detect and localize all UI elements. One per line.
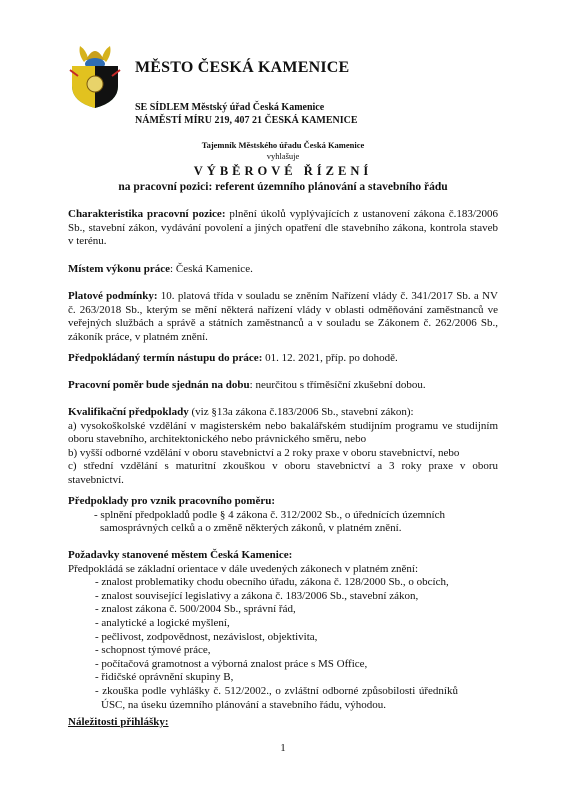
announcer-block <box>0 140 566 162</box>
qualification-item: b) vyšší odborné vzdělání v oboru stavebnictví a 2 roky praxe v oboru stavebnictví, nebo <box>68 446 460 459</box>
city-requirements-intro: Předpokládá se základní orientace v dále uvedených zákonech v platném znění: <box>68 562 419 575</box>
salary-paragraph <box>68 290 498 344</box>
place-paragraph <box>68 263 498 277</box>
city-name: MĚSTO ČESKÁ KAMENICE <box>135 59 350 76</box>
city-crest-logo <box>68 40 122 110</box>
qualification-item: c) střední vzdělání s maturitní zkouškou v oboru stavebnictví a 3 roky praxe v oboru stavebnictví. <box>68 460 498 486</box>
qualification-intro <box>68 406 498 420</box>
salary-label: Platové podmínky: <box>68 290 158 302</box>
place-label: Místem výkonu práce <box>68 263 171 275</box>
start-label: Předpokládaný termín nástupu do práce: <box>68 352 263 364</box>
page-number: 1 <box>280 742 286 754</box>
address-line-2: NÁMĚSTÍ MÍRU 219, 407 21 ČESKÁ KAMENICE <box>135 115 358 126</box>
requirement-item: - zkouška podle vyhlášky č. 512/2002., o zvláštní odborné způsobilosti úředníků ÚSC, na úseku územního plánování a stavebního řádu, výhodou. <box>95 684 458 711</box>
contract-paragraph <box>68 379 498 393</box>
contract-text: : neurčitou s tříměsíční zkušební dobou. <box>249 379 426 391</box>
start-text: 01. 12. 2021, příp. po dohodě. <box>262 352 398 364</box>
employment-condition-line: - splnění předpokladů podle § 4 zákona č. 312/2002 Sb., o úřednících územních <box>94 508 445 521</box>
place-text: : Česká Kamenice. <box>170 263 253 275</box>
characteristics-label: Charakteristika pracovní pozice: <box>68 208 226 220</box>
requirement-item: - znalost související legislativy a zákona č. 183/2006 Sb., stavební zákon, <box>95 589 419 602</box>
requirement-item: - počítačová gramotnost a výborná znalost práce s MS Office, <box>95 657 368 670</box>
announcer-line-1: Tajemník Městského úřadu Česká Kamenice <box>201 140 365 150</box>
city-requirements-heading: Požadavky stanovené městem Česká Kamenice: <box>68 549 293 561</box>
city-requirements-list <box>68 576 498 712</box>
requirement-item: - znalost problematiky chodu obecního úřadu, zákona č. 128/2000 Sb., o obcích, <box>95 576 449 589</box>
requirement-item: - znalost zákona č. 500/2004 Sb., správní řád, <box>95 603 296 616</box>
requirement-item: - pečlivost, zodpovědnost, nezávislost, objektivita, <box>95 630 318 643</box>
address-block <box>135 101 358 127</box>
employment-condition-line: samosprávných celků a o změně některých zákonů, v platném znění. <box>100 522 402 535</box>
contract-label: Pracovní poměr bude sjednán na dobu <box>68 379 250 391</box>
qualification-intro-text: (viz §13a zákona č.183/2006 Sb., stavební zákon): <box>188 406 414 418</box>
employment-conditions-section <box>68 495 498 536</box>
requirement-item: - řidičské oprávnění skupiny B, <box>95 671 234 684</box>
address-line-1: SE SÍDLEM Městský úřad Česká Kamenice <box>135 102 325 113</box>
document-subtitle: na pracovní pozici: referent územního plánování a stavebního řádu <box>118 181 448 193</box>
characteristics-text: plnění úkolů vyplývajících z ustanovení zákona č.183/2006 Sb., stavební zákon, vydávání povolení a jiných opatření dle stavebního zákona, kontrola staveb v terénu. <box>68 208 498 248</box>
qualification-item: a) vysokoškolské vzdělání v magisterském nebo bakalářském studijním programu ve studijním oboru stavebního, architektonického nebo právnického směru, nebo <box>68 419 498 446</box>
employment-conditions-heading: Předpoklady pro vznik pracovního poměru: <box>68 495 275 507</box>
start-paragraph <box>68 352 498 366</box>
announcer-line-2: vyhlašuje <box>266 151 300 161</box>
requirement-item: - analytické a logické myšlení, <box>95 616 230 629</box>
salary-text: 10. platová třída v souladu se zněním Nařízení vlády č. 341/2017 Sb. a NV č. 263/2018 Sb., kterým se mění některá nařízení vlády v oblasti odměňování zaměstnanců ve veřejných službách a správě a státních zaměstnanců a v souladu se Zákonem č. 262/2006 Sb., zákoník práce, v platném znění. <box>68 290 498 343</box>
document-title: VÝBĚROVÉ ŘÍZENÍ <box>193 164 373 178</box>
application-section <box>68 716 498 730</box>
requirement-item: - schopnost týmové práce, <box>95 644 211 657</box>
city-requirements-section <box>68 549 498 712</box>
application-heading: Náležitosti přihlášky: <box>68 716 169 728</box>
qualification-section <box>68 406 498 488</box>
qualification-label: Kvalifikační předpoklady <box>68 406 189 418</box>
characteristics-paragraph <box>68 208 498 249</box>
